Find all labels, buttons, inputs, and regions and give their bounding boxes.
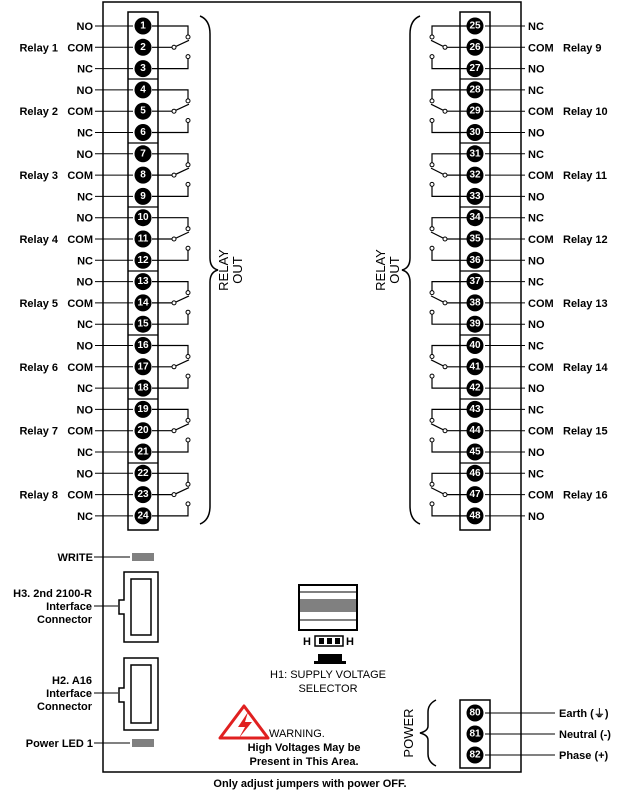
power-terminal-label: Phase (+) [559,750,609,762]
contact-node [186,35,190,39]
pin-label: COM [528,489,554,502]
right-relay-brace [402,16,420,524]
contact-node [430,182,434,186]
terminal-number: 47 [469,489,481,501]
relay-name: Relay 5 [19,297,58,310]
pin-label: NO [528,127,545,140]
relay-name: Relay 7 [19,425,58,438]
contact-node [430,374,434,378]
contact-node [430,418,434,422]
relay-name: Relay 15 [563,425,608,438]
pin-label: COM [67,297,93,310]
terminal-number: 43 [469,403,481,415]
relay-name: Relay 16 [563,489,608,502]
relay-name: Relay 13 [563,297,608,310]
pin-label: NC [528,276,544,289]
footer-note: Only adjust jumpers with power OFF. [213,778,407,790]
terminal-number: 38 [469,297,481,309]
right-relay-out-label-1: RELAY [373,249,388,291]
write-led [132,553,154,561]
pin-label: NO [76,212,93,225]
left-relay-group [19,18,190,525]
contact-node [186,355,190,359]
contact-node [430,438,434,442]
h1-label-line2: SELECTOR [298,683,358,695]
contact-node [186,163,190,167]
terminal-number: 8 [140,169,146,181]
contact-node [172,429,176,433]
terminal-number: 41 [469,361,481,373]
contact-node [172,45,176,49]
contact-node [443,301,447,305]
relay-name: Relay 14 [563,361,608,374]
jumper-shunt-base [314,661,346,664]
terminal-number: 44 [469,425,481,437]
jumper-mark-right: H [346,636,354,648]
pin-label: COM [528,42,554,55]
warning-line3: Present in This Area. [249,756,359,768]
pin-label: NO [528,510,545,523]
contact-node [186,246,190,250]
contact-node [430,355,434,359]
pin-label: NC [528,21,544,33]
power-led [132,739,154,747]
contact-node [186,438,190,442]
terminal-number: 3 [140,63,146,75]
contact-node [443,45,447,49]
contact-node [186,374,190,378]
contact-node [443,109,447,113]
terminal-number: 45 [469,446,481,458]
terminal-number: 40 [469,340,481,351]
pin-label: NC [528,84,544,97]
pin-label: NO [76,276,93,289]
contact-node [430,502,434,506]
contact-node [186,227,190,231]
terminal-number: 14 [137,297,149,309]
jumper-pin-1 [319,638,324,644]
pin-label: NC [528,468,544,481]
power-led-label: Power LED 1 [25,738,93,750]
pin-label: COM [67,489,93,502]
terminal-number: 2 [140,41,146,53]
pin-label: NC [528,212,544,225]
warning-title: WARNING. [269,728,325,740]
pin-label: NC [77,447,93,459]
jumper-pin-3 [335,638,340,644]
pin-label: NO [76,404,93,417]
relay-name: Relay 10 [563,106,608,119]
terminal-number: 29 [469,105,481,117]
power-terminal-group [467,705,612,764]
contact-node [430,246,434,250]
contact-node [430,227,434,231]
terminal-number: 34 [469,212,481,224]
pin-label: COM [67,42,93,55]
relay-name: Relay 2 [19,106,58,119]
pin-label: NC [77,383,93,396]
pin-label: NC [528,148,544,161]
h2-connector [119,658,158,730]
pin-label: NC [77,510,93,523]
contact-node [430,119,434,123]
pin-label: NC [77,191,93,204]
h2-label-line2: Interface [46,688,92,700]
terminal-number: 35 [469,233,481,245]
contact-node [172,237,176,241]
terminal-number: 10 [137,212,149,224]
terminal-number: 23 [137,489,149,501]
pin-label: NO [528,255,545,268]
terminal-number: 18 [137,382,149,394]
relay-name: Relay 9 [563,42,602,55]
contact-node [430,291,434,295]
contact-node [430,35,434,39]
terminal-number: 33 [469,190,481,202]
h3-label-line2: Interface [46,601,92,613]
jumper-pin-2 [327,638,332,644]
pin-label: NO [528,319,545,332]
h2-label-line1: H2. A16 [52,675,92,687]
relay-name: Relay 12 [563,234,608,246]
contact-node [186,291,190,295]
contact-node [430,310,434,314]
pin-label: NO [528,63,545,76]
pin-label: NO [76,21,93,33]
pin-label: NO [76,468,93,481]
terminal-number: 19 [137,403,149,415]
terminal-number: 27 [469,63,481,75]
terminal-number: 20 [137,425,149,437]
terminal-number: 26 [469,41,481,53]
contact-node [430,99,434,103]
terminal-number: 30 [469,127,481,138]
pin-label: NC [528,404,544,417]
relay-name: Relay 4 [19,234,58,246]
terminal-number: 31 [469,148,481,160]
terminal-number: 22 [137,467,149,479]
pin-label: NO [76,148,93,161]
pin-label: NO [528,191,545,204]
pin-label: NC [77,127,93,140]
contact-node [430,482,434,486]
pin-label: COM [67,170,93,183]
terminal-number: 48 [469,510,481,522]
pin-label: NO [76,84,93,97]
left-relay-out-label-1: RELAY [216,249,231,291]
power-terminal-number: 80 [469,707,481,719]
h3-label-line1: H3. 2nd 2100-R [13,588,92,600]
pin-label: COM [528,106,554,119]
power-label: POWER [401,708,416,758]
contact-node [172,365,176,369]
terminal-number: 6 [140,127,146,138]
terminal-number: 5 [140,105,146,117]
contact-node [443,173,447,177]
pin-label: NC [528,340,544,353]
pin-label: NO [528,447,545,459]
jumper-shunt [318,654,342,662]
pin-label: COM [528,234,554,246]
terminal-number: 7 [140,148,146,160]
contact-node [186,55,190,59]
warning-line2: High Voltages May be [247,742,361,754]
contact-node [430,55,434,59]
contact-node [172,301,176,305]
terminal-number: 17 [137,361,149,373]
contact-node [186,482,190,486]
relay-name: Relay 8 [19,489,58,502]
pin-label: NC [77,319,93,332]
contact-node [443,429,447,433]
pin-label: NC [77,63,93,76]
terminal-number: 24 [137,510,149,522]
contact-node [443,237,447,241]
contact-node [186,502,190,506]
relay-name: Relay 3 [19,170,58,183]
terminal-number: 28 [469,84,481,96]
power-brace [420,700,436,766]
contact-node [186,119,190,123]
terminal-number: 21 [137,446,149,458]
contact-node [443,493,447,497]
left-relay-out-label-2: OUT [230,256,245,284]
contact-node [186,99,190,103]
pin-label: NO [528,383,545,396]
terminal-number: 16 [137,340,149,351]
contact-node [430,163,434,167]
right-relay-out-label-2: OUT [387,256,402,284]
power-terminal-number: 82 [469,749,481,761]
pin-label: NO [76,340,93,353]
pin-label: COM [67,361,93,374]
pin-label: COM [67,425,93,438]
terminal-number: 11 [137,233,149,245]
relay-name: Relay 11 [563,170,608,183]
terminal-number: 25 [469,20,481,32]
contact-node [186,182,190,186]
strip-dividers [128,79,490,463]
terminal-number: 36 [469,254,481,266]
h3-connector [119,572,158,642]
power-terminal-label: Earth (⏚) [559,708,609,720]
h2-label-line3: Connector [37,701,92,713]
terminal-number: 15 [137,318,149,330]
contact-node [186,418,190,422]
terminal-number: 13 [137,276,149,288]
jumper-mark-left: H [303,636,311,648]
h1-label-line1: H1: SUPPLY VOLTAGE [270,669,386,681]
voltage-selector-band [300,599,356,612]
contact-node [443,365,447,369]
pin-label: COM [528,361,554,374]
terminal-number: 1 [140,20,146,32]
pin-label: COM [528,425,554,438]
pin-label: COM [67,106,93,119]
contact-node [172,493,176,497]
power-terminal-label: Neutral (-) [559,729,611,741]
terminal-number: 4 [140,84,146,96]
relay-name: Relay 6 [19,361,58,374]
right-relay-group [430,18,609,525]
terminal-number: 46 [469,467,481,479]
terminal-number: 37 [469,276,481,288]
terminal-number: 9 [140,190,146,202]
contact-node [172,109,176,113]
pin-label: COM [528,297,554,310]
contact-node [172,173,176,177]
pin-label: COM [67,234,93,246]
terminal-number: 12 [137,254,149,266]
h3-label-line3: Connector [37,614,92,626]
terminal-number: 39 [469,318,481,330]
power-terminal-number: 81 [469,728,481,740]
write-label: WRITE [57,552,93,564]
pin-label: COM [528,170,554,183]
board-outline [103,2,521,772]
relay-name: Relay 1 [19,42,58,55]
pin-label: NC [77,255,93,268]
terminal-number: 42 [469,382,481,394]
terminal-number: 32 [469,169,481,181]
contact-node [186,310,190,314]
